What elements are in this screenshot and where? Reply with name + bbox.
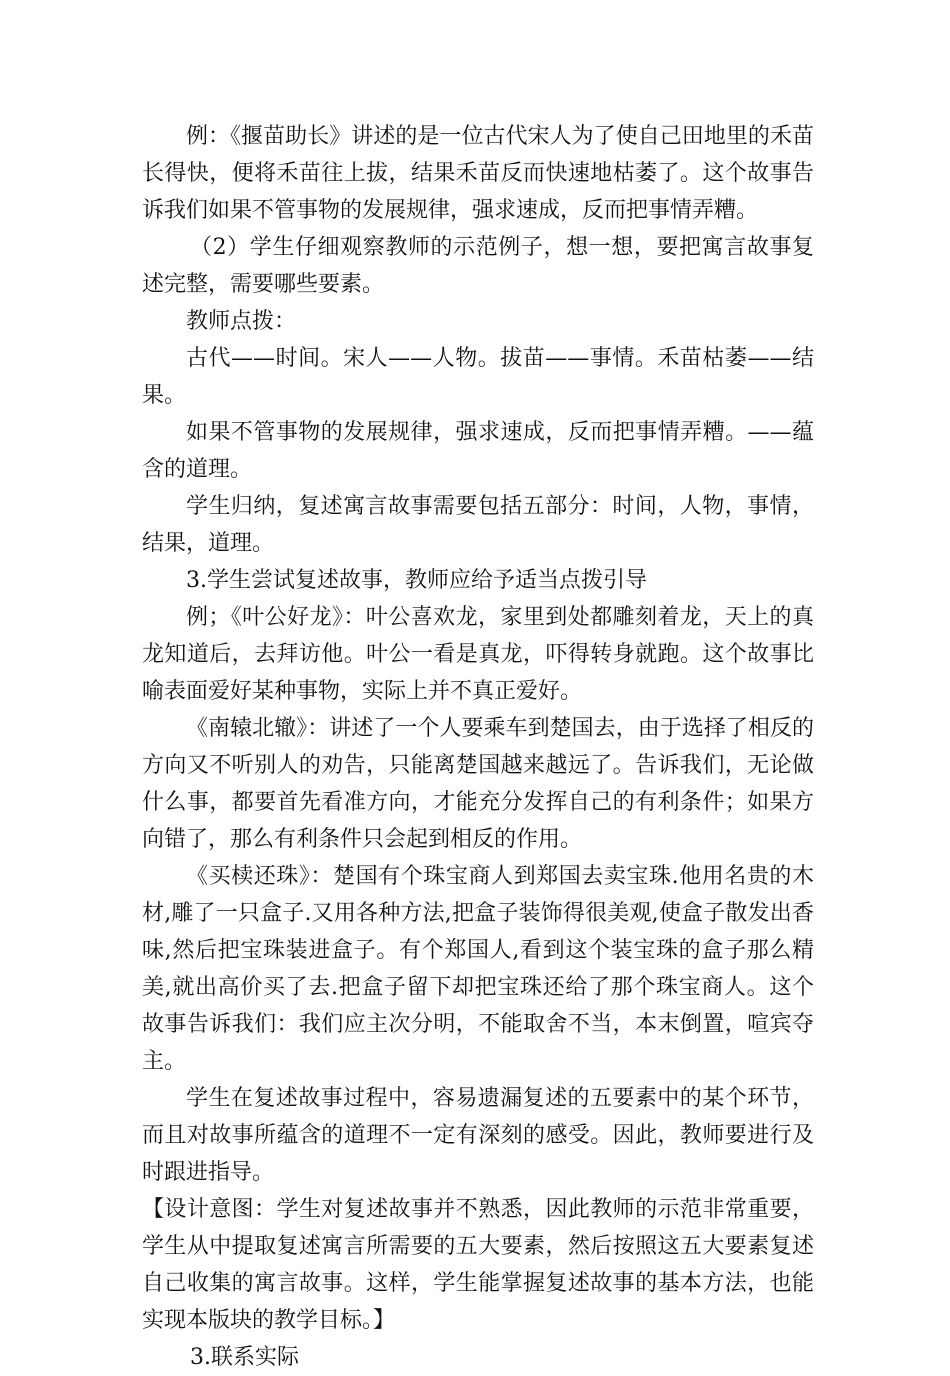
example-paragraph-nanyuan: 《南辕北辙》：讲述了一个人要乘车到楚国去，由于选择了相反的方向又不听别人的劝告，只能离楚国越来越远了。告诉我们，无论做什么事，都要首先看准方向，才能充分发挥自己的有利条件；如果方向错了，那么有利条件只会起到相反的作用。: [142, 716, 814, 852]
elements-paragraph: 古代——时间。宋人——人物。拔苗——事情。禾苗枯萎——结果。: [142, 346, 814, 408]
section-3-heading: 3.联系实际: [190, 1345, 299, 1370]
observe-question-paragraph: （2）学生仔细观察教师的示范例子，想一想，要把寓言故事复述完整，需要哪些要素。: [142, 235, 814, 297]
guidance-paragraph: 学生在复述故事过程中，容易遗漏复述的五要素中的某个环节，而且对故事所蕴含的道理不一定有深刻的感受。因此，教师要进行及时跟进指导。: [142, 1086, 814, 1185]
summary-paragraph: 学生归纳，复述寓言故事需要包括五部分：时间，人物，事情，结果，道理。: [142, 494, 814, 556]
example-paragraph-yegong: 例；《叶公好龙》：叶公喜欢龙，家里到处都雕刻着龙，天上的真龙知道后，去拜访他。叶公一看是真龙，吓得转身就跑。这个故事比喻表面爱好某种事物，实际上并不真正爱好。: [142, 605, 814, 704]
design-intent-paragraph: 【设计意图：学生对复述故事并不熟悉，因此教师的示范非常重要，学生从中提取复述寓言所需要的五大要素，然后按照这五大要素复述自己收集的寓言故事。这样，学生能掌握复述故事的基本方法，也能实现本版块的教学目标。】: [142, 1197, 814, 1333]
document-body: [142, 118, 814, 1376]
teacher-hint-heading: 教师点拨：: [186, 309, 297, 334]
example-paragraph-yamiao: 例：《揠苗助长》讲述的是一位古代宋人为了使自己田地里的禾苗长得快，便将禾苗往上拔，结果禾苗反而快速地枯萎了。这个故事告诉我们如果不管事物的发展规律，强求速成，反而把事情弄糟。: [142, 124, 814, 223]
step-3-heading: 3.学生尝试复述故事，教师应给予适当点拨引导: [186, 568, 647, 593]
example-paragraph-maidu: 《买椟还珠》：楚国有个珠宝商人到郑国去卖宝珠.他用名贵的木材,雕了一只盒子.又用各种方法,把盒子装饰得很美观,使盒子散发出香味,然后把宝珠装进盒子。有个郑国人,看到这个装宝珠的盒子那么精美,就出高价买了去.把盒子留下却把宝珠还给了那个珠宝商人。这个故事告诉我们：我们应主次分明，不能取舍不当，本末倒置，喧宾夺主。: [142, 864, 814, 1074]
moral-paragraph: 如果不管事物的发展规律，强求速成，反而把事情弄糟。——蕴含的道理。: [142, 420, 814, 482]
